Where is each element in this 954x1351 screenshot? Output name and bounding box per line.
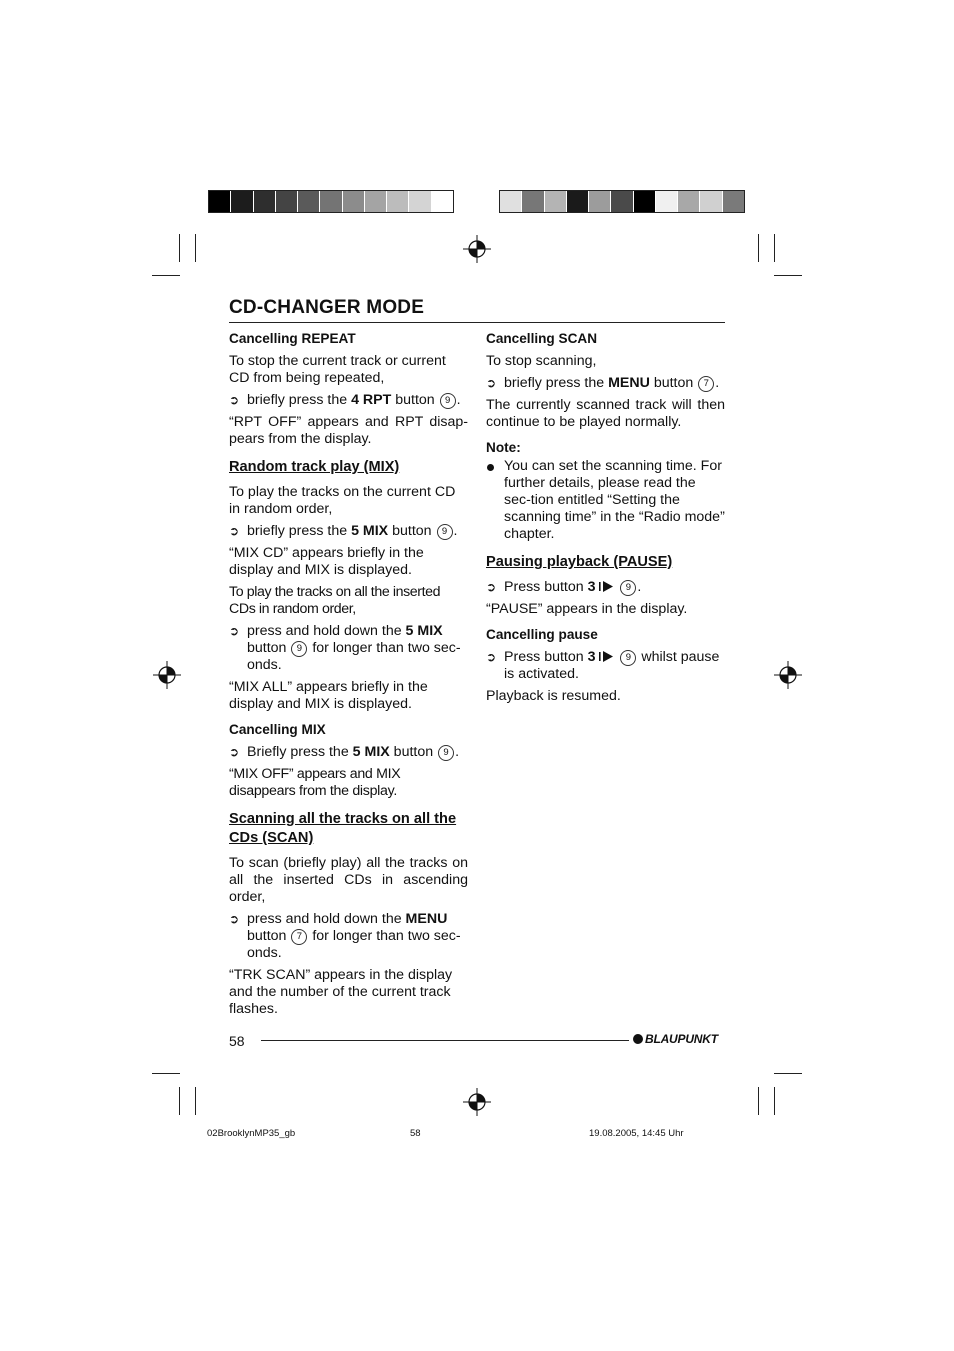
note-heading: Note: <box>486 440 521 455</box>
play-pause-icon <box>599 651 615 662</box>
paragraph: To stop scanning, <box>486 353 597 369</box>
arrow-right-icon: ➲ <box>486 376 497 390</box>
registration-mark-icon <box>463 235 491 263</box>
color-swatch <box>545 191 567 212</box>
slug-page: 58 <box>410 1128 421 1139</box>
subheading-cancel-repeat: Cancelling REPEAT <box>229 331 356 346</box>
color-swatch <box>276 191 298 212</box>
paragraph: To scan (briefly play) all the tracks on all the inserted CDs in ascending order, <box>229 855 468 905</box>
color-swatch <box>365 191 387 212</box>
brand-dot-icon <box>633 1034 643 1044</box>
color-swatch <box>723 191 744 212</box>
button-number-badge: 9 <box>440 393 456 409</box>
brand-logo: BLAUPUNKT <box>633 1032 718 1046</box>
paragraph: “MIX CD” appears briefly in the display and MIX is displayed. <box>229 545 424 578</box>
color-swatch <box>678 191 700 212</box>
paragraph: The currently scanned track will then continue to be played normally. <box>486 397 725 430</box>
instruction-step: ➲ briefly press the MENU button 7 . <box>486 375 720 391</box>
crop-mark <box>195 1087 196 1115</box>
button-number-badge: 9 <box>437 524 453 540</box>
subheading-cancel-pause: Cancelling pause <box>486 627 598 642</box>
color-swatch <box>387 191 409 212</box>
crop-mark <box>774 1087 775 1115</box>
instruction-step: ➲ Press button 3 9 . <box>486 579 642 595</box>
instruction-step: ➲ briefly press the 4 RPT button 9 . <box>229 392 461 408</box>
crop-mark <box>758 1087 759 1115</box>
section-heading-mix: Random track play (MIX) <box>229 459 400 475</box>
color-swatch <box>611 191 633 212</box>
left-column <box>229 330 468 1023</box>
crop-mark <box>195 234 196 262</box>
color-swatch <box>209 191 231 212</box>
color-swatch <box>634 191 656 212</box>
instruction-step: ➲ briefly press the 5 MIX button 9 . <box>229 523 458 539</box>
bullet-icon <box>487 464 494 471</box>
button-number-badge: 7 <box>291 929 307 945</box>
arrow-right-icon: ➲ <box>229 393 240 407</box>
arrow-right-icon: ➲ <box>486 650 497 664</box>
color-swatch <box>656 191 678 212</box>
color-swatch <box>298 191 320 212</box>
color-swatch <box>567 191 589 212</box>
paragraph: To play the tracks on the current CD in random order, <box>229 484 456 517</box>
color-swatch <box>320 191 342 212</box>
play-pause-icon <box>599 581 615 592</box>
color-swatch <box>409 191 431 212</box>
subheading-cancel-mix: Cancelling MIX <box>229 722 326 737</box>
arrow-right-icon: ➲ <box>229 524 240 538</box>
paragraph: “TRK SCAN” appears in the display and the number of the current track flashes. <box>229 967 453 1017</box>
button-number-badge: 9 <box>438 745 454 761</box>
color-swatch <box>700 191 722 212</box>
paragraph: To stop the current track or current CD from being repeated, <box>229 353 446 386</box>
instruction-step: ➲ press and hold down the MENU button 7 for longer than two sec-onds. <box>229 911 461 961</box>
section-heading-pause: Pausing playback (PAUSE) <box>486 554 673 570</box>
slug-timestamp: 19.08.2005, 14:45 Uhr <box>589 1128 684 1139</box>
registration-mark-icon <box>463 1088 491 1116</box>
color-bar-left <box>208 190 454 213</box>
arrow-right-icon: ➲ <box>486 580 497 594</box>
color-swatch <box>231 191 253 212</box>
paragraph: “RPT OFF” appears and RPT disap-pears from the display. <box>229 414 468 447</box>
paragraph: To play the tracks on all the inserted CDs in random order, <box>229 584 441 617</box>
footer-divider <box>261 1040 629 1041</box>
button-number-badge: 9 <box>620 650 636 666</box>
crop-mark <box>152 1073 180 1074</box>
crop-mark <box>774 1073 802 1074</box>
button-number-badge: 9 <box>620 580 636 596</box>
title-divider <box>229 322 725 323</box>
color-swatch <box>589 191 611 212</box>
registration-mark-icon <box>774 661 802 689</box>
arrow-right-icon: ➲ <box>229 745 240 759</box>
note-list-item: You can set the scanning time. For further details, please read the sec-tion entitled “Setting the scanning time” in the “Radio mode” chapter. <box>486 458 725 543</box>
page-title: CD-CHANGER MODE <box>229 297 425 318</box>
instruction-step: ➲ press and hold down the 5 MIX button 9 for longer than two sec-onds. <box>229 623 461 673</box>
crop-mark <box>179 1087 180 1115</box>
arrow-right-icon: ➲ <box>229 624 240 638</box>
paragraph: Playback is resumed. <box>486 688 621 704</box>
page-number: 58 <box>229 1033 245 1049</box>
right-column <box>486 330 725 710</box>
subheading-cancel-scan: Cancelling SCAN <box>486 331 598 346</box>
crop-mark <box>179 234 180 262</box>
color-swatch <box>432 191 453 212</box>
button-number-badge: 9 <box>291 641 307 657</box>
instruction-step: ➲ Briefly press the 5 MIX button 9 . <box>229 744 460 760</box>
paragraph: “PAUSE” appears in the display. <box>486 601 688 617</box>
crop-mark <box>774 275 802 276</box>
instruction-step: ➲ Press button 3 9 whilst pause is activated. <box>486 649 720 682</box>
section-heading-scan: Scanning all the tracks on all the CDs (SCAN) <box>229 811 457 846</box>
crop-mark <box>152 275 180 276</box>
color-swatch <box>343 191 365 212</box>
color-swatch <box>522 191 544 212</box>
crop-mark <box>774 234 775 262</box>
color-bar-right <box>499 190 745 213</box>
button-number-badge: 7 <box>698 376 714 392</box>
arrow-right-icon: ➲ <box>229 912 240 926</box>
paragraph: “MIX ALL” appears briefly in the display and MIX is displayed. <box>229 679 428 712</box>
slug-filename: 02BrooklynMP35_gb <box>207 1128 296 1139</box>
color-swatch <box>500 191 522 212</box>
paragraph: “MIX OFF” appears and MIX disappears from the display. <box>229 766 401 799</box>
color-swatch <box>254 191 276 212</box>
registration-mark-icon <box>153 661 181 689</box>
crop-mark <box>758 234 759 262</box>
